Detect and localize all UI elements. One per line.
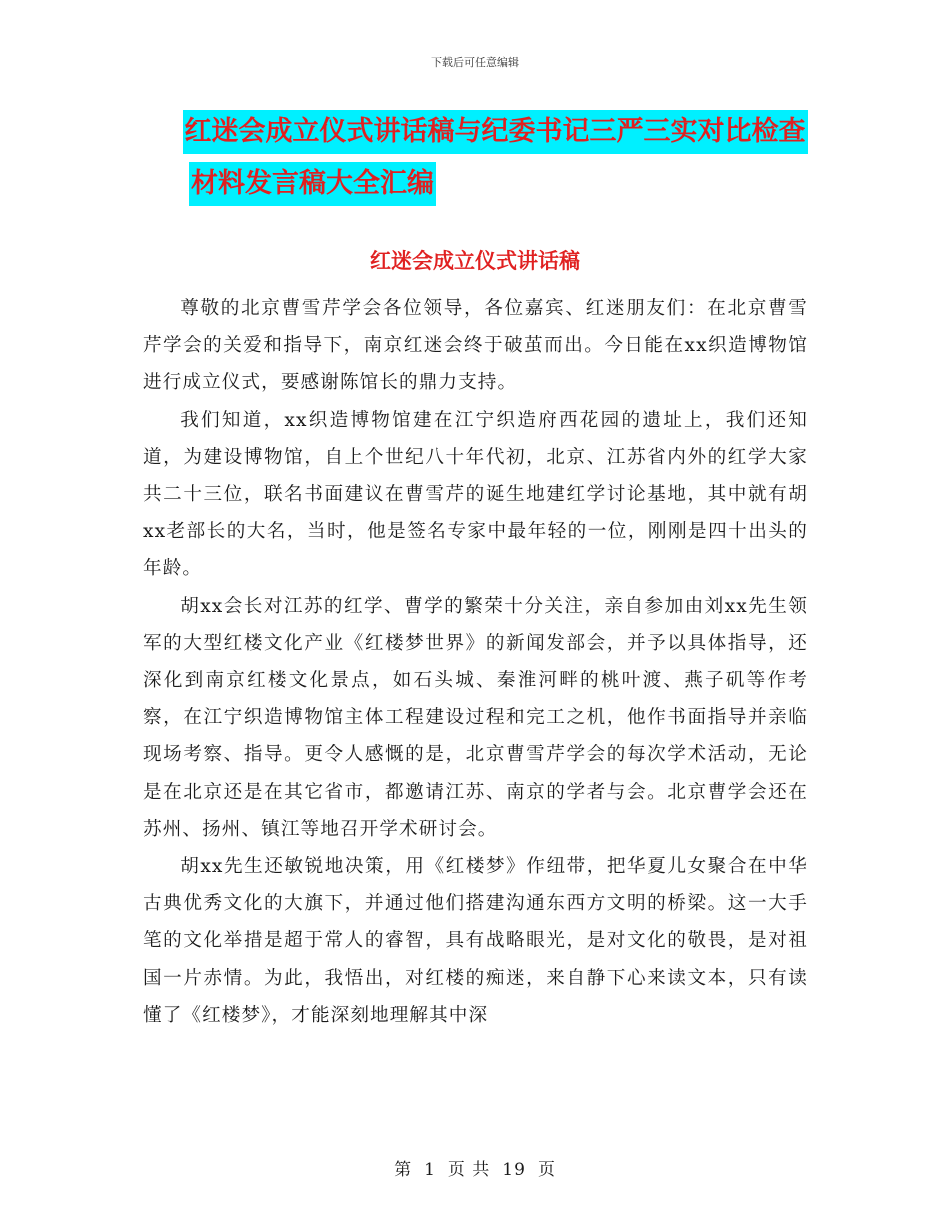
paragraph-4: 胡xx先生还敏锐地决策，用《红楼梦》作纽带，把华夏儿女聚合在中华古典优秀文化的大旗下，并通过他们搭建沟通东西方文明的桥梁。这一大手笔的文化举措是超于常人的睿智，具有战略眼光，是对文化的敬畏，是对祖国一片赤情。为此，我悟出，对红楼的痴迷，来自静下心来读文本，只有读懂了《红楼梦》，才能深刻地理解其中深 <box>143 856 808 1026</box>
page-header-note: 下载后可任意编辑 <box>431 56 519 69</box>
paragraph-1: 尊敬的北京曹雪芹学会各位领导，各位嘉宾、红迷朋友们：在北京曹雪芹学会的关爱和指导下，南京红迷会终于破茧而出。今日能在xx织造博物馆进行成立仪式，要感谢陈馆长的鼎力支持。 <box>143 298 808 394</box>
body-text <box>143 290 808 1034</box>
paragraph-3: 胡xx会长对江苏的红学、曹学的繁荣十分关注，亲自参加由刘xx先生领军的大型红楼文化产业《红楼梦世界》的新闻发部会，并予以具体指导，还深化到南京红楼文化景点，如石头城、秦淮河畔的桃叶渡、燕子矶等作考察，在江宁织造博物馆主体工程建设过程和完工之机，他作书面指导并亲临现场考察、指导。更令人感慨的是，北京曹雪芹学会的每次学术活动，无论是在北京还是在其它省市，都邀请江苏、南京的学者与会。北京曹学会还在苏州、扬州、镇江等地召开学术研讨会。 <box>143 595 808 840</box>
document-title <box>0 110 950 206</box>
section-heading: 红迷会成立仪式讲话稿 <box>370 249 580 273</box>
paragraph-2: 我们知道，xx织造博物馆建在江宁织造府西花园的遗址上，我们还知道，为建设博物馆，自上个世纪八十年代初，北京、江苏省内外的红学大家共二十三位，联名书面建议在曹雪芹的诞生地建红学讨论基地，其中就有胡xx老部长的大名，当时，他是签名专家中最年轻的一位，刚刚是四十出头的年龄。 <box>143 409 808 580</box>
page-footer <box>0 1155 950 1180</box>
page-number: 1 <box>424 1160 436 1180</box>
title-line-2: 材料发言稿大全汇编 <box>189 162 436 206</box>
total-pages: 19 <box>502 1160 526 1180</box>
footer-prefix: 第 <box>394 1160 413 1180</box>
footer-suffix: 页 <box>537 1160 556 1180</box>
footer-middle: 页 共 <box>447 1160 491 1180</box>
title-line-1: 红迷会成立仪式讲话稿与纪委书记三严三实对比检查 <box>183 110 808 154</box>
